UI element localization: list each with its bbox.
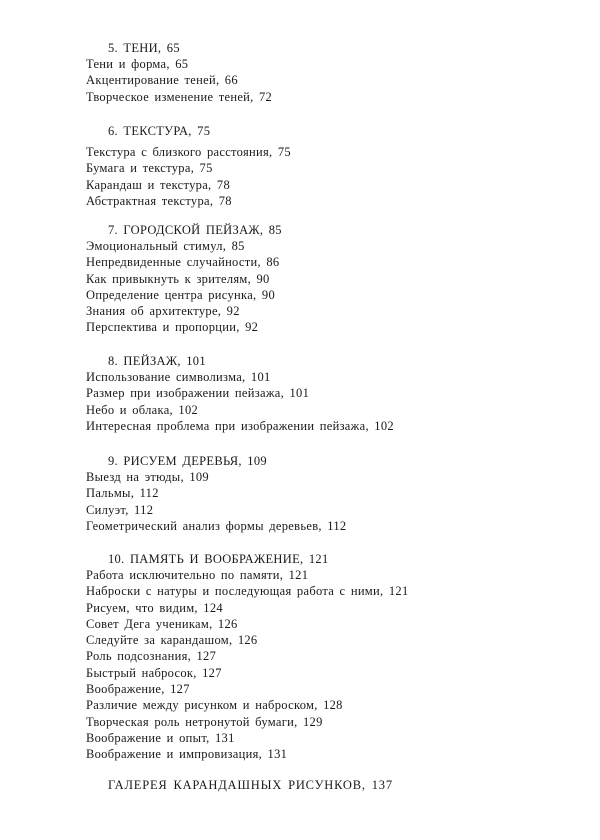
toc-entry: Воображение, 127 [86, 682, 190, 697]
toc-entry: Как привыкнуть к зрителям, 90 [86, 271, 270, 286]
toc-section-landscape [86, 353, 394, 434]
toc-entry: Бумага и текстура, 75 [86, 161, 213, 176]
section-heading: 5. ТЕНИ, 65 [108, 41, 180, 55]
toc-section-shadows [86, 40, 272, 105]
toc-entry: Тени и форма, 65 [86, 57, 189, 71]
toc-entry: Пальмы, 112 [86, 486, 159, 501]
toc-entry: Определение центра рисунка, 90 [86, 287, 276, 302]
toc-section-texture [86, 123, 291, 209]
toc-entry: Перспектива и пропорции, 92 [86, 320, 259, 335]
gallery-heading: ГАЛЕРЕЯ КАРАНДАШНЫХ РИСУНКОВ, 137 [108, 778, 393, 792]
toc-entry: Различие между рисунком и наброском, 128 [86, 698, 343, 713]
section-heading: 9. РИСУЕМ ДЕРЕВЬЯ, 109 [108, 454, 267, 468]
toc-entry: Геометрический анализ формы деревьев, 112 [86, 518, 347, 533]
toc-entry: Небо и облака, 102 [86, 402, 199, 417]
toc-section-cityscape [86, 222, 282, 336]
toc-entry: Быстрый набросок, 127 [86, 665, 222, 680]
toc-entry: Совет Дега ученикам, 126 [86, 616, 238, 631]
toc-entry: Воображение и опыт, 131 [86, 730, 235, 745]
toc-entry: Силуэт, 112 [86, 502, 154, 517]
toc-entry: Абстрактная текстура, 78 [86, 193, 232, 208]
toc-entry: Работа исключительно по памяти, 121 [86, 568, 309, 582]
toc-entry: Творческое изменение теней, 72 [86, 89, 273, 104]
toc-entry: Творческая роль нетронутой бумаги, 129 [86, 714, 323, 729]
toc-entry: Выезд на этюды, 109 [86, 470, 209, 484]
toc-entry: Интересная проблема при изображении пейзажа, 102 [86, 418, 394, 433]
toc-entry: Непредвиденные случайности, 86 [86, 255, 280, 270]
toc-entry: Знания об архитектуре, 92 [86, 304, 240, 319]
section-heading: 10. ПАМЯТЬ И ВООБРАЖЕНИЕ, 121 [108, 552, 329, 566]
toc-entry: Использование символизма, 101 [86, 370, 271, 384]
toc-section-memory [86, 551, 409, 763]
section-heading: 8. ПЕЙЗАЖ, 101 [108, 354, 206, 368]
toc-entry: Наброски с натуры и последующая работа с ними, 121 [86, 584, 409, 599]
section-heading: 6. ТЕКСТУРА, 75 [108, 124, 211, 138]
toc-section-trees [86, 453, 346, 534]
toc-entry: Воображение и импровизация, 131 [86, 747, 288, 762]
toc-entry: Карандаш и текстура, 78 [86, 177, 230, 192]
toc-entry: Следуйте за карандашом, 126 [86, 633, 258, 648]
toc-entry: Размер при изображении пейзажа, 101 [86, 386, 310, 401]
toc-entry: Эмоциональный стимул, 85 [86, 239, 245, 253]
toc-entry: Роль подсознания, 127 [86, 649, 217, 664]
toc-entry: Текстура с близкого расстояния, 75 [86, 145, 291, 159]
section-heading: 7. ГОРОДСКОЙ ПЕЙЗАЖ, 85 [108, 223, 282, 237]
toc-entry: Акцентирование теней, 66 [86, 73, 238, 88]
toc-entry: Рисуем, что видим, 124 [86, 600, 223, 615]
